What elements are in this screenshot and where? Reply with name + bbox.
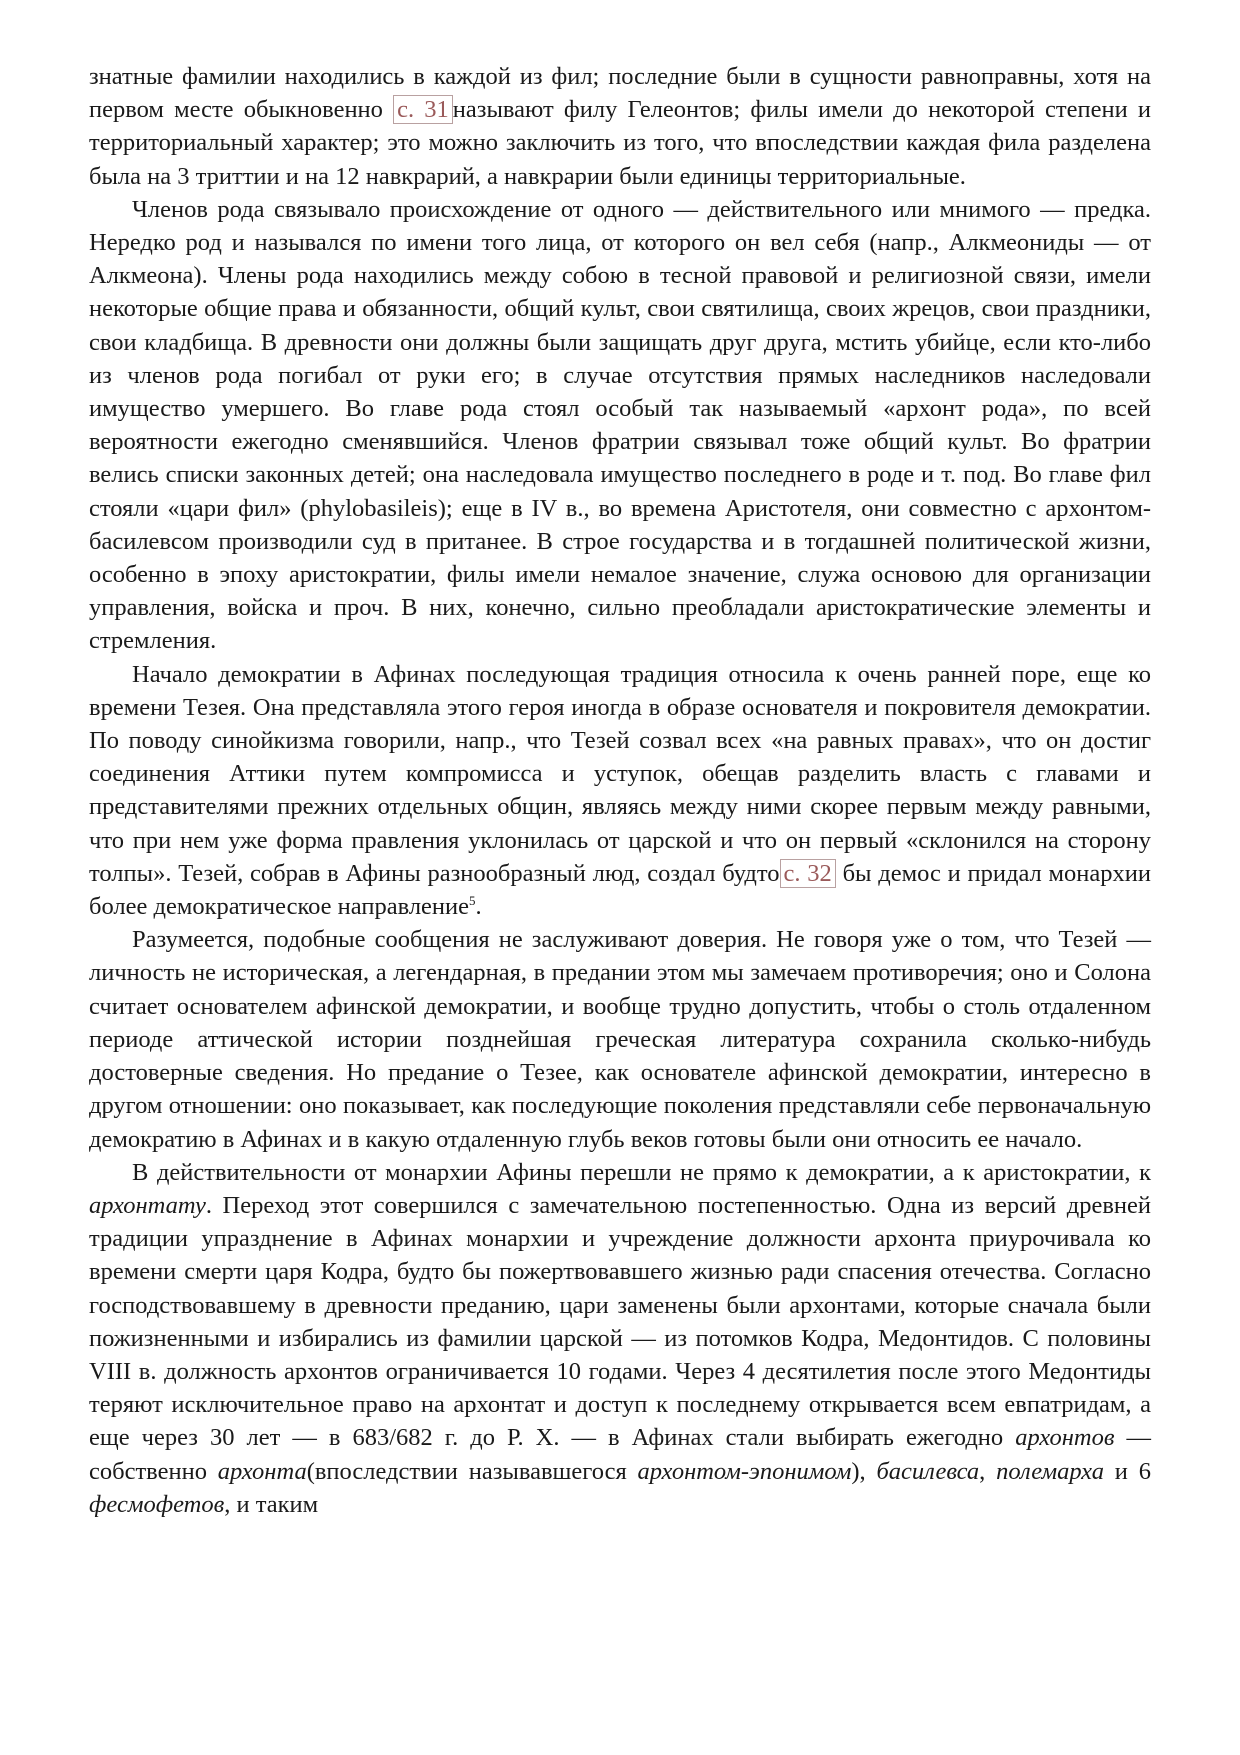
- text: Начало демократии в Афинах последующая традиция относила к очень ранней поре, еще ко времени Тезея. Она представляла этого героя иногда в образе основателя и покровителя демократии. По поводу синойкизма говорили, напр., что Тезей созвал всех «на равных правах», что он достиг соединения Аттики путем компромисса и уступок, обещав разделить власть с главами и представителями прежних отдельных общин, являясь между ними скорее первым между равными, что при нем уже форма правления уклонилась от царской и что он первый «склонился на сторону толпы». Тезей, собрав в Афины разнообразный люд, создал будто: [89, 660, 1151, 887]
- text: . Переход этот совершился с замечательною постепенностью. Одна из версий древней традиции упразднение в Афинах монархии и учреждение должности архонта приурочивала ко времени смерти царя Кодра, будто бы пожертвовавшего жизнью ради спасения отечества. Согласно господствовавшему в древности преданию, цари заменены были архонтами, которые сначала были пожизненными и избирались из фамилии царской — из потомков Кодра, Медонтидов. С половины VIII в. должность архонтов ограничивается 10 годами. Через 4 десятилетия после этого Медонтиды теряют исключительное право на архонтат и доступ к последнему открывается всем евпатридам, а еще через 30 лет — в 683/682 г. до Р. Х. — в Афинах стали выбирать ежегодно: [89, 1191, 1151, 1452]
- paragraph-2: Членов рода связывало происхождение от одного — действительного или мнимого — предка. Нередко род и назывался по имени того лица, от которого он вел себя (напр., Алкмеониды — от Алкмеона). Члены рода находились между собою в тесной правовой и религиозной связи, имели некоторые общие права и обязанности, общий культ, свои святилища, своих жрецов, свои праздники, свои кладбища. В древности они должны были защищать друг друга, мстить убийце, если кто-либо из членов рода погибал от руки его; в случае отсутствия прямых наследников наследовали имущество умершего. Во главе рода стоял особый так называемый «архонт рода», по всей вероятности ежегодно сменявшийся. Членов фратрии связывал тоже общий культ. Во фратрии велись списки законных детей; она наследовала имущество последнего в роде и т. под. Во главе фил стояли «цари фил» (phylobasileis); еще в IV в., во времена Аристотеля, они совместно с архонтом-басилевсом производили суд в пританее. В строе государства и в тогдашней политической жизни, особенно в эпоху аристократии, филы имели немалое значение, служа основою для организации управления, войска и проч. В них, конечно, сильно преобладали аристократические элементы и стремления.: [89, 195, 1151, 655]
- text: ,: [979, 1457, 997, 1485]
- text: (впоследствии называвшегося: [306, 1457, 638, 1485]
- page-ref-link-31[interactable]: с. 31: [393, 95, 453, 124]
- paragraph-4: Разумеется, подобные сообщения не заслуживают доверия. Не говоря уже о том, что Тезей — личность не историческая, а легендарная, в предании этом мы замечаем противоречия; оно и Солона считает основателем афинской демократии, и вообще трудно допустить, чтобы о столь отдаленном периоде аттической истории позднейшая греческая литература сохранила сколько-нибудь достоверные сведения. Но предание о Тезее, как основателе афинской демократии, интересно в другом отношении: оно показывает, как последующие поколения представляли себе первоначальную демократию в Афинах и в какую отдаленную глубь веков готовы были они относить ее начало.: [89, 926, 1151, 1153]
- paragraph-5: [89, 1156, 1151, 1521]
- italic-term: архонтом-эпонимом: [637, 1457, 852, 1485]
- italic-term: фесмофетов: [89, 1490, 225, 1518]
- italic-term: полемарха: [996, 1457, 1104, 1485]
- text: бы демос и придал монархии более демократическое направление: [89, 859, 1151, 921]
- text: называют филу Гелеонтов; филы имели до некоторой степени и территориальный характер; это можно заключить из того, что впоследствии каждая фила разделена была на 3 триттии и на 12 навкрарий, а навкрарии были единицы территориальные.: [89, 96, 1151, 190]
- footnote-marker[interactable]: 5: [469, 893, 476, 909]
- italic-term: басилевса: [876, 1457, 980, 1485]
- paragraph-1: [89, 60, 1151, 193]
- text: знатные фамилии находились в каждой из фил; последние были в сущности равноправны, хотя на первом месте обыкновенно: [89, 63, 1151, 124]
- italic-term: архонта: [217, 1457, 307, 1485]
- text: ),: [851, 1457, 877, 1485]
- italic-term: архонтату: [89, 1191, 206, 1219]
- text: В действительности от монархии Афины перешли не прямо к демократии, а к аристократии, к: [132, 1158, 1151, 1186]
- paragraph-3: [89, 658, 1151, 924]
- text: — собственно: [89, 1424, 1151, 1485]
- text: .: [475, 893, 482, 921]
- document-page: [89, 60, 1151, 1521]
- text: и 6: [1103, 1457, 1151, 1485]
- text: , и таким: [224, 1490, 319, 1518]
- page-ref-link-32[interactable]: с. 32: [780, 859, 836, 888]
- italic-term: архонтов: [1015, 1424, 1115, 1452]
